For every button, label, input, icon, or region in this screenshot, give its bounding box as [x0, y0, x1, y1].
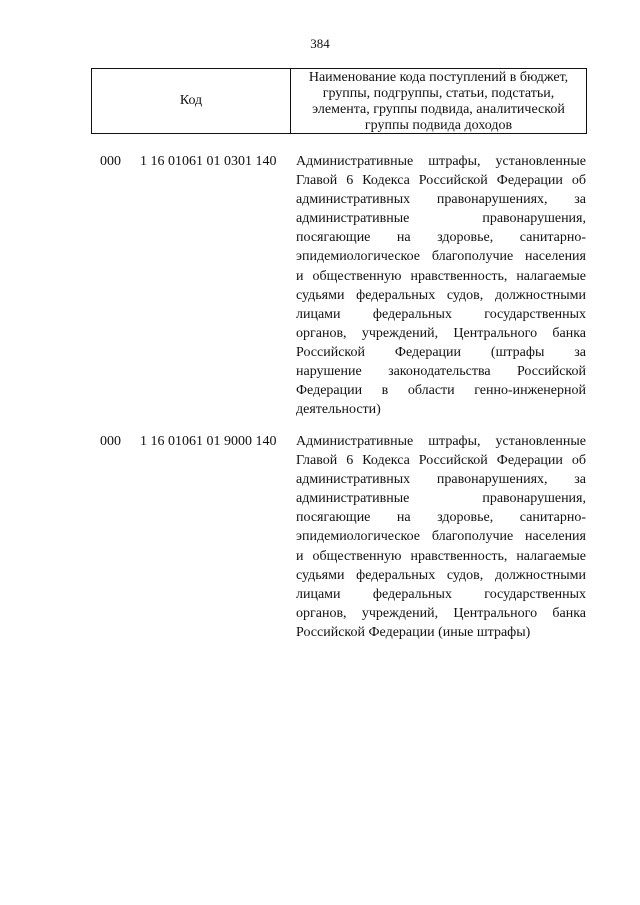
- page-number: 384: [310, 36, 330, 51]
- income-code: 1 16 01061 01 0301 140: [140, 154, 277, 169]
- description-line: судьями федеральных судов, должностными: [296, 287, 586, 303]
- description-line: Главой 6 Кодекса Российской Федерации об: [296, 173, 586, 189]
- admin-code: 000: [100, 434, 121, 449]
- table-header: [91, 68, 587, 134]
- name-header-line: группы, подгруппы, статьи, подстатьи,: [322, 86, 555, 101]
- description-line: Главой 6 Кодекса Российской Федерации об: [296, 453, 586, 469]
- description-line: органов, учреждений, Центрального банка: [296, 605, 586, 621]
- description-line: лицами федеральных государственных: [296, 586, 586, 602]
- description-line: посягающие на здоровье, санитарно-: [296, 230, 586, 246]
- description-line: административные правонарушения,: [296, 491, 586, 507]
- income-description: [296, 152, 586, 419]
- description-line: Административные штрафы, установленные: [296, 434, 586, 449]
- admin-code: 000: [100, 154, 121, 169]
- description-line: эпидемиологическое благополучие населения: [296, 529, 586, 545]
- description-line: лицами федеральных государственных: [296, 306, 586, 322]
- description-line: посягающие на здоровье, санитарно-: [296, 510, 586, 526]
- description-line: органов, учреждений, Центрального банка: [296, 325, 586, 341]
- description-line: деятельности): [296, 402, 381, 418]
- description-line: нарушение законодательства Российской: [296, 364, 586, 380]
- name-header-line: Наименование кода поступлений в бюджет,: [308, 70, 569, 85]
- description-line: Российской Федерации (иные штрафы): [296, 624, 531, 640]
- income-description: [296, 432, 586, 642]
- description-line: судьями федеральных судов, должностными: [296, 567, 586, 583]
- description-line: Административные штрафы, установленные: [296, 154, 586, 169]
- name-header-line: группы подвида доходов: [364, 118, 513, 133]
- description-line: Российской Федерации (штрафы за: [296, 344, 586, 360]
- income-code: 1 16 01061 01 9000 140: [140, 434, 277, 449]
- description-line: Федерации в области генно-инженерной: [296, 383, 586, 399]
- description-line: административных правонарушениях, за: [296, 472, 586, 488]
- description-line: и общественную нравственность, налагаемые: [296, 268, 586, 284]
- description-line: административных правонарушениях, за: [296, 192, 586, 208]
- name-header-line: элемента, группы подвида, аналитической: [312, 102, 565, 117]
- description-line: и общественную нравственность, налагаемые: [296, 548, 586, 564]
- description-line: административные правонарушения,: [296, 211, 586, 227]
- code-column-header: Код: [92, 69, 291, 133]
- name-column-header: [291, 69, 586, 133]
- description-line: эпидемиологическое благополучие населения: [296, 249, 586, 265]
